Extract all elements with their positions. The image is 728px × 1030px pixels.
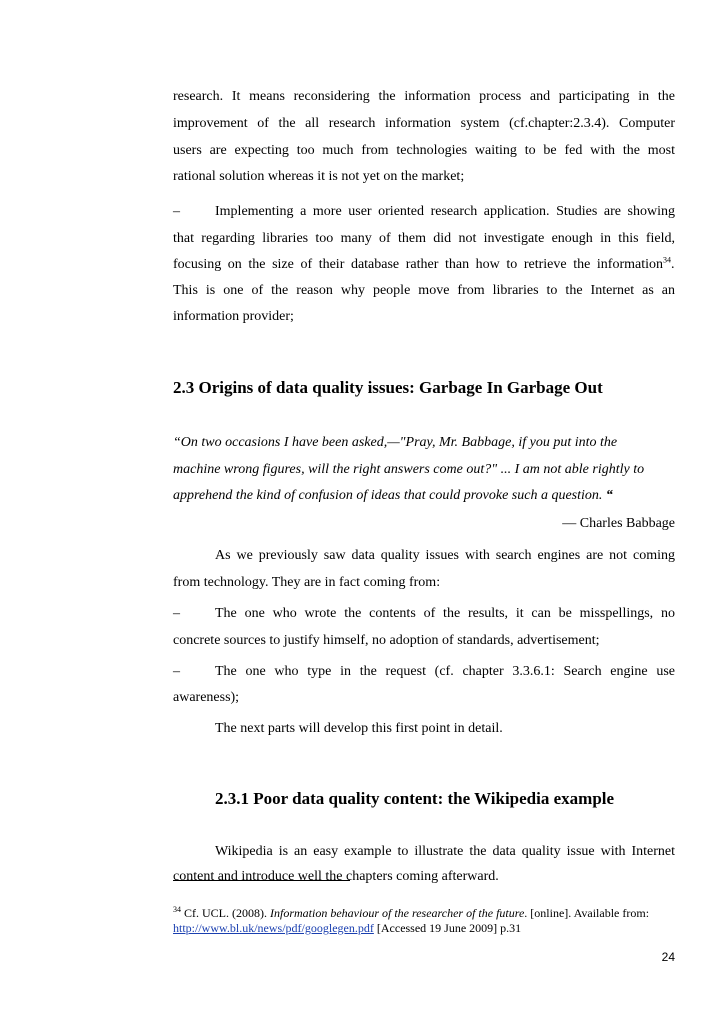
page-number: 24 [661, 950, 675, 964]
body-text-segment: . [671, 257, 675, 272]
body-text-line: research. It means reconsidering the information process and participating in the [173, 89, 675, 104]
subsection-heading: 2.3.1 Poor data quality content: the Wikipedia example [215, 789, 615, 808]
body-text-line: rational solution whereas it is not yet on the market; [173, 169, 465, 184]
footnote-line [173, 921, 675, 936]
footnote-link[interactable]: http://www.bl.uk/news/pdf/googlegen.pdf [173, 921, 374, 935]
body-text-line [173, 256, 675, 274]
quote-attribution: — Charles Babbage [562, 516, 675, 531]
body-text-line: The one who wrote the contents of the results, it can be misspellings, no [215, 606, 675, 621]
body-text-line: awareness); [173, 690, 240, 705]
quote-line: machine wrong figures, will the right answers come out?" ... I am not able rightly to [173, 462, 645, 477]
footnote-text: Cf. UCL. (2008). [181, 906, 270, 920]
body-text-line: The next parts will develop this first point in detail. [215, 721, 503, 736]
list-dash: – [173, 606, 180, 621]
body-text-line: users are expecting too much from technologies waiting to be fed with the most [173, 143, 675, 158]
body-text-line: concrete sources to justify himself, no adoption of standards, advertisement; [173, 633, 600, 648]
quote-close-mark: “ [602, 488, 613, 503]
quote-line: “On two occasions I have been asked,—"Pray, Mr. Babbage, if you put into the [173, 435, 618, 450]
body-text-line: This is one of the reason why people move from libraries to the Internet as an [173, 283, 675, 298]
body-text-line: The one who type in the request (cf. chapter 3.3.6.1: Search engine use [215, 664, 675, 679]
footnote-divider [173, 880, 350, 881]
body-text-line: that regarding libraries too many of them did not investigate enough in this field, [173, 231, 675, 246]
body-text-line: improvement of the all research information system (cf.chapter:2.3.4). Computer [173, 116, 675, 131]
section-heading: 2.3 Origins of data quality issues: Garbage In Garbage Out [173, 378, 603, 397]
footnote-number: 34 [173, 905, 181, 914]
body-text-line: Wikipedia is an easy example to illustrate the data quality issue with Internet [215, 844, 675, 859]
body-text-segment: focusing on the size of their database rather than how to retrieve the information [173, 257, 663, 272]
quote-text: apprehend the kind of confusion of ideas that could provoke such a question. [173, 488, 603, 503]
body-text-line: content and introduce well the chapters coming afterward. [173, 869, 499, 884]
footnote-text: [Accessed 19 June 2009] p.31 [373, 921, 522, 935]
footnote-line [173, 906, 675, 921]
list-dash: – [173, 204, 180, 219]
list-dash: – [173, 664, 180, 679]
quote-line [173, 487, 675, 505]
footnote-reference[interactable]: 34 [663, 255, 671, 265]
body-text-line: information provider; [173, 309, 294, 324]
footnote-text: . [online]. Available from: [524, 906, 650, 920]
body-text-line: Implementing a more user oriented research application. Studies are showing [215, 204, 675, 219]
footnote-title: Information behaviour of the researcher of the future [270, 906, 525, 920]
body-text-line: As we previously saw data quality issues with search engines are not coming [215, 548, 675, 563]
body-text-line: from technology. They are in fact coming from: [173, 575, 441, 590]
